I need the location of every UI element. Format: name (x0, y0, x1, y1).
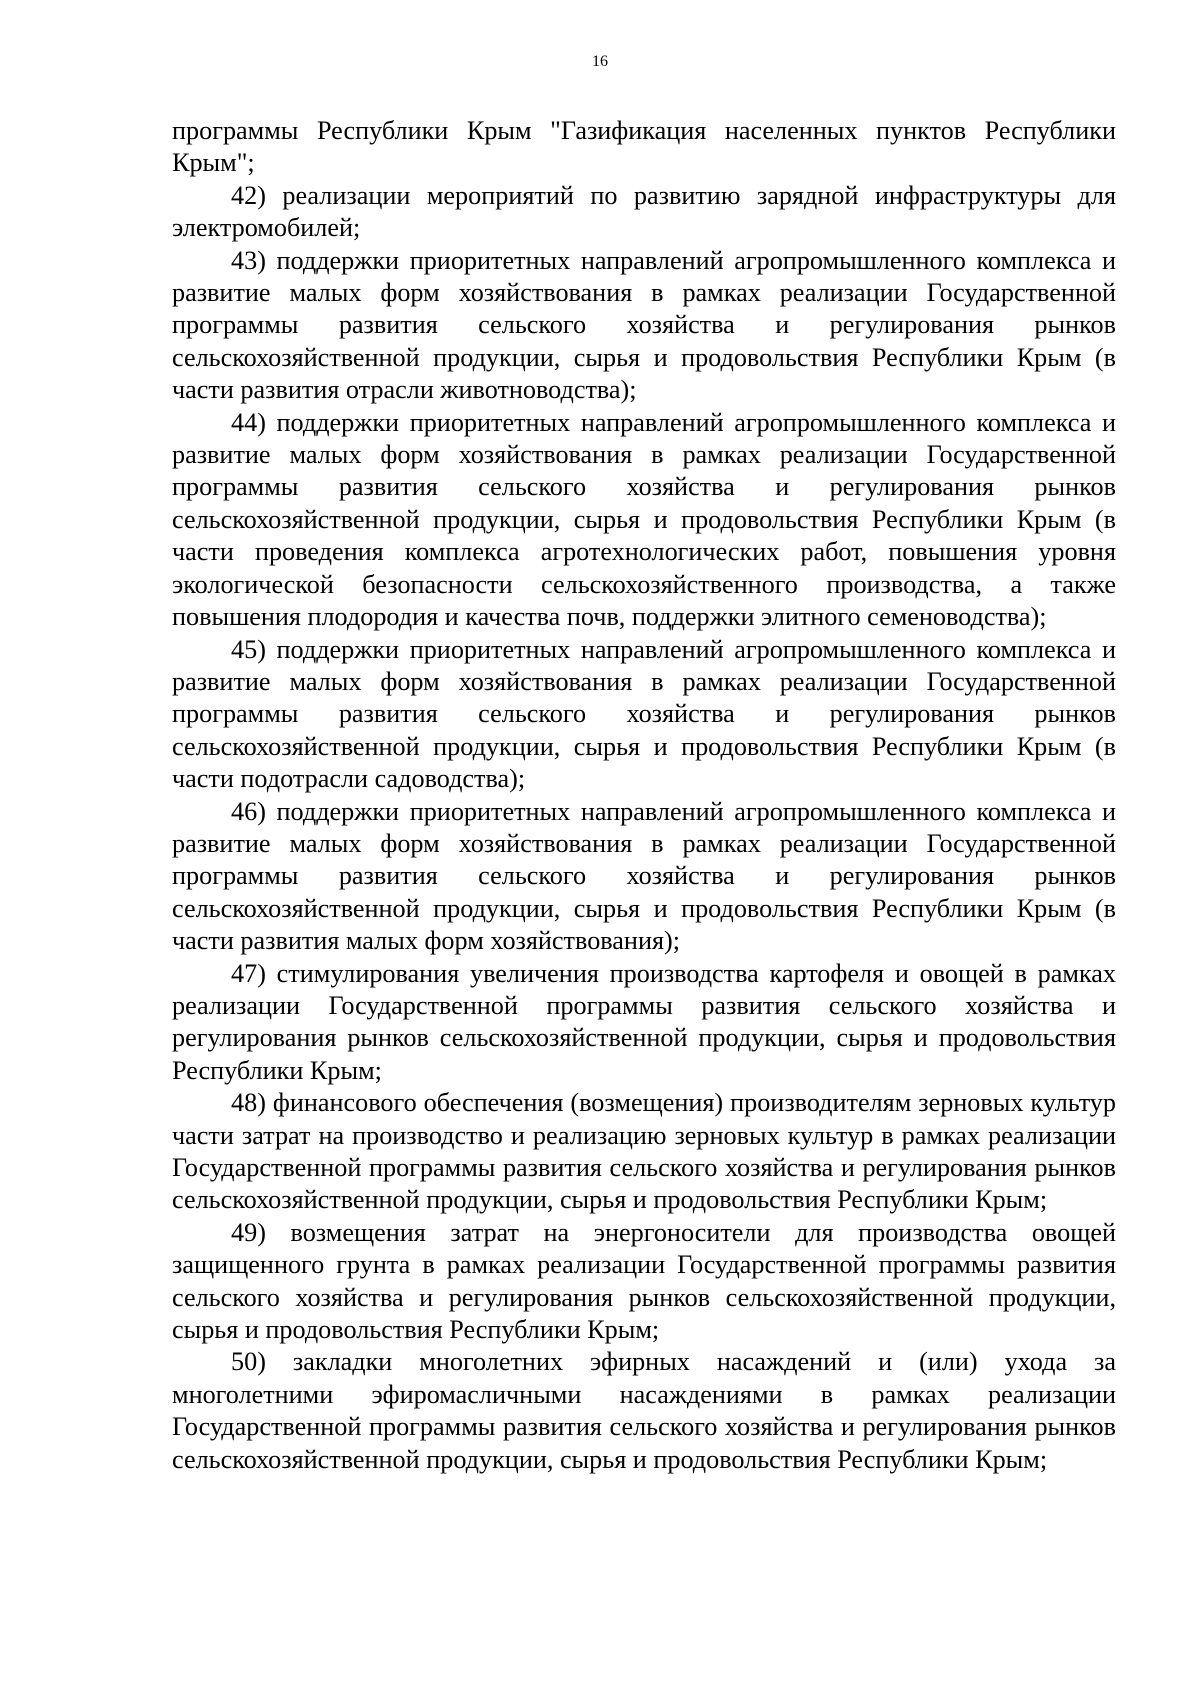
list-item-43: 43) поддержки приоритетных направлений агропромышленного комплекса и развитие малых форм хозяйствования в рамках реализации Государственной программы развития сельского хозяйства и регулирования рынков сельскохозяйственной продукции, сырья и продовольствия Республики Крым (в части развития отрасли животноводства); (172, 245, 1116, 405)
list-item-44: 44) поддержки приоритетных направлений агропромышленного комплекса и развитие малых форм хозяйствования в рамках реализации Государственной программы развития сельского хозяйства и регулирования рынков сельскохозяйственной продукции, сырья и продовольствия Республики Крым (в части проведения комплекса агротехнологических работ, повышения уровня экологической безопасности сельскохозяйственного производства, а также повышения плодородия и качества почв, поддержки элитного семеноводства); (172, 407, 1116, 632)
document-body (172, 115, 1116, 1476)
list-item-49: 49) возмещения затрат на энергоносители для производства овощей защищенного грунта в рамках реализации Государственной программы развития сельского хозяйства и регулирования рынков сельскохозяйственной продукции, сырья и продовольствия Республики Крым; (172, 1217, 1116, 1345)
list-item-45: 45) поддержки приоритетных направлений агропромышленного комплекса и развитие малых форм хозяйствования в рамках реализации Государственной программы развития сельского хозяйства и регулирования рынков сельскохозяйственной продукции, сырья и продовольствия Республики Крым (в части подотрасли садоводства); (172, 634, 1116, 794)
list-item-46: 46) поддержки приоритетных направлений агропромышленного комплекса и развитие малых форм хозяйствования в рамках реализации Государственной программы развития сельского хозяйства и регулирования рынков сельскохозяйственной продукции, сырья и продовольствия Республики Крым (в части развития малых форм хозяйствования); (172, 796, 1116, 956)
list-item-42: 42) реализации мероприятий по развитию зарядной инфраструктуры для электромобилей; (172, 180, 1116, 243)
paragraph-continuation: программы Республики Крым "Газификация населенных пунктов Республики Крым"; (172, 116, 1116, 178)
list-item-48: 48) финансового обеспечения (возмещения) производителям зерновых культур части затрат на производство и реализацию зерновых культур в рамках реализации Государственной программы развития сельского хозяйства и регулирования рынков сельскохозяйственной продукции, сырья и продовольствия Республики Крым; (172, 1088, 1116, 1215)
page-number: 16 (592, 53, 608, 70)
list-item-47: 47) стимулирования увеличения производства картофеля и овощей в рамках реализации Государственной программы развития сельского хозяйства и регулирования рынков сельскохозяйственной продукции, сырья и продовольствия Республики Крым; (172, 958, 1116, 1085)
list-item-50: 50) закладки многолетних эфирных насаждений и (или) ухода за многолетними эфиромасличными насаждениями в рамках реализации Государственной программы развития сельского хозяйства и регулирования рынков сельскохозяйственной продукции, сырья и продовольствия Республики Крым; (172, 1347, 1116, 1474)
